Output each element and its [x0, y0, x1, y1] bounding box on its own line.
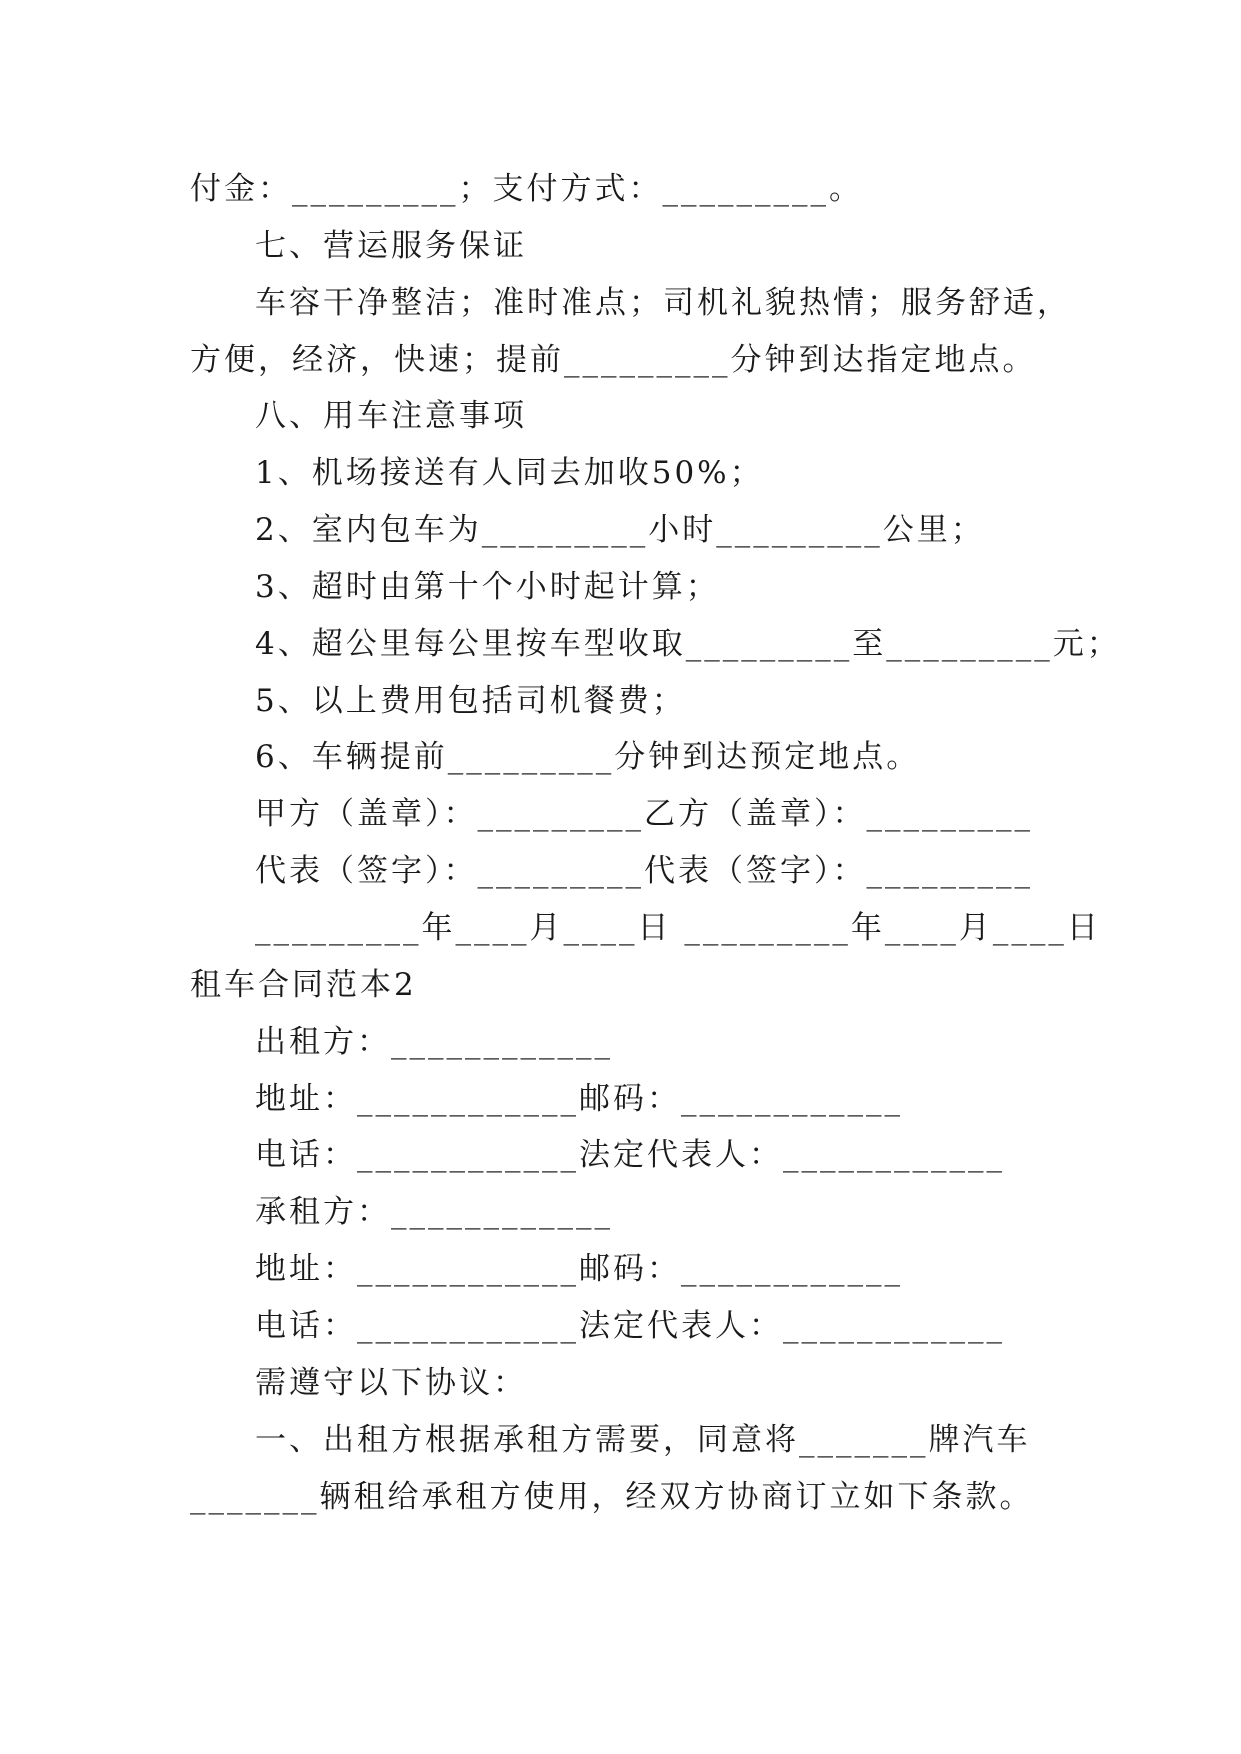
contract-title-2: 租车合同范本2 [190, 967, 417, 1003]
clause-1-line-2: _______辆租给承租方使用，经双方协商订立如下条款。 [190, 1479, 1034, 1515]
list-item-5: 5、以上费用包括司机餐费； [255, 683, 686, 719]
signature-date-line: _________年____月____日 _________年____月____日 [255, 910, 1101, 946]
lessor-line: 出租方：____________ [255, 1024, 613, 1060]
clause-1-line-1: 一、出租方根据承租方需要，同意将_______牌汽车 [255, 1422, 1031, 1458]
section-heading-service-guarantee: 七、营运服务保证 [255, 228, 527, 264]
text-line-service-1: 车容干净整洁；准时准点；司机礼貌热情；服务舒适， [255, 285, 1071, 321]
list-item-4: 4、超公里每公里按车型收取_________至_________元； [255, 626, 1121, 662]
lessor-address-line: 地址：____________邮码：____________ [255, 1081, 903, 1117]
signature-rep-line: 代表（签字）：_________代表（签字）：_________ [255, 853, 1033, 889]
signature-seal-line: 甲方（盖章）：_________乙方（盖章）：_________ [255, 796, 1033, 832]
list-item-1: 1、机场接送有人同去加收50%； [255, 455, 764, 491]
lessee-phone-line: 电话：____________法定代表人：____________ [255, 1308, 1005, 1344]
lessee-line: 承租方：____________ [255, 1194, 613, 1230]
text-line-service-2: 方便，经济，快速；提前_________分钟到达指定地点。 [190, 342, 1037, 378]
list-item-3: 3、超时由第十个小时起计算； [255, 569, 720, 605]
list-item-6: 6、车辆提前_________分钟到达预定地点。 [255, 739, 921, 775]
list-item-2: 2、室内包车为_________小时_________公里； [255, 512, 985, 548]
agreement-intro-line: 需遵守以下协议： [255, 1365, 527, 1401]
lessee-address-line: 地址：____________邮码：____________ [255, 1251, 903, 1287]
section-heading-usage-notes: 八、用车注意事项 [255, 398, 527, 434]
text-line-payment: 付金：_________；支付方式：_________。 [190, 171, 863, 207]
lessor-phone-line: 电话：____________法定代表人：____________ [255, 1137, 1005, 1173]
